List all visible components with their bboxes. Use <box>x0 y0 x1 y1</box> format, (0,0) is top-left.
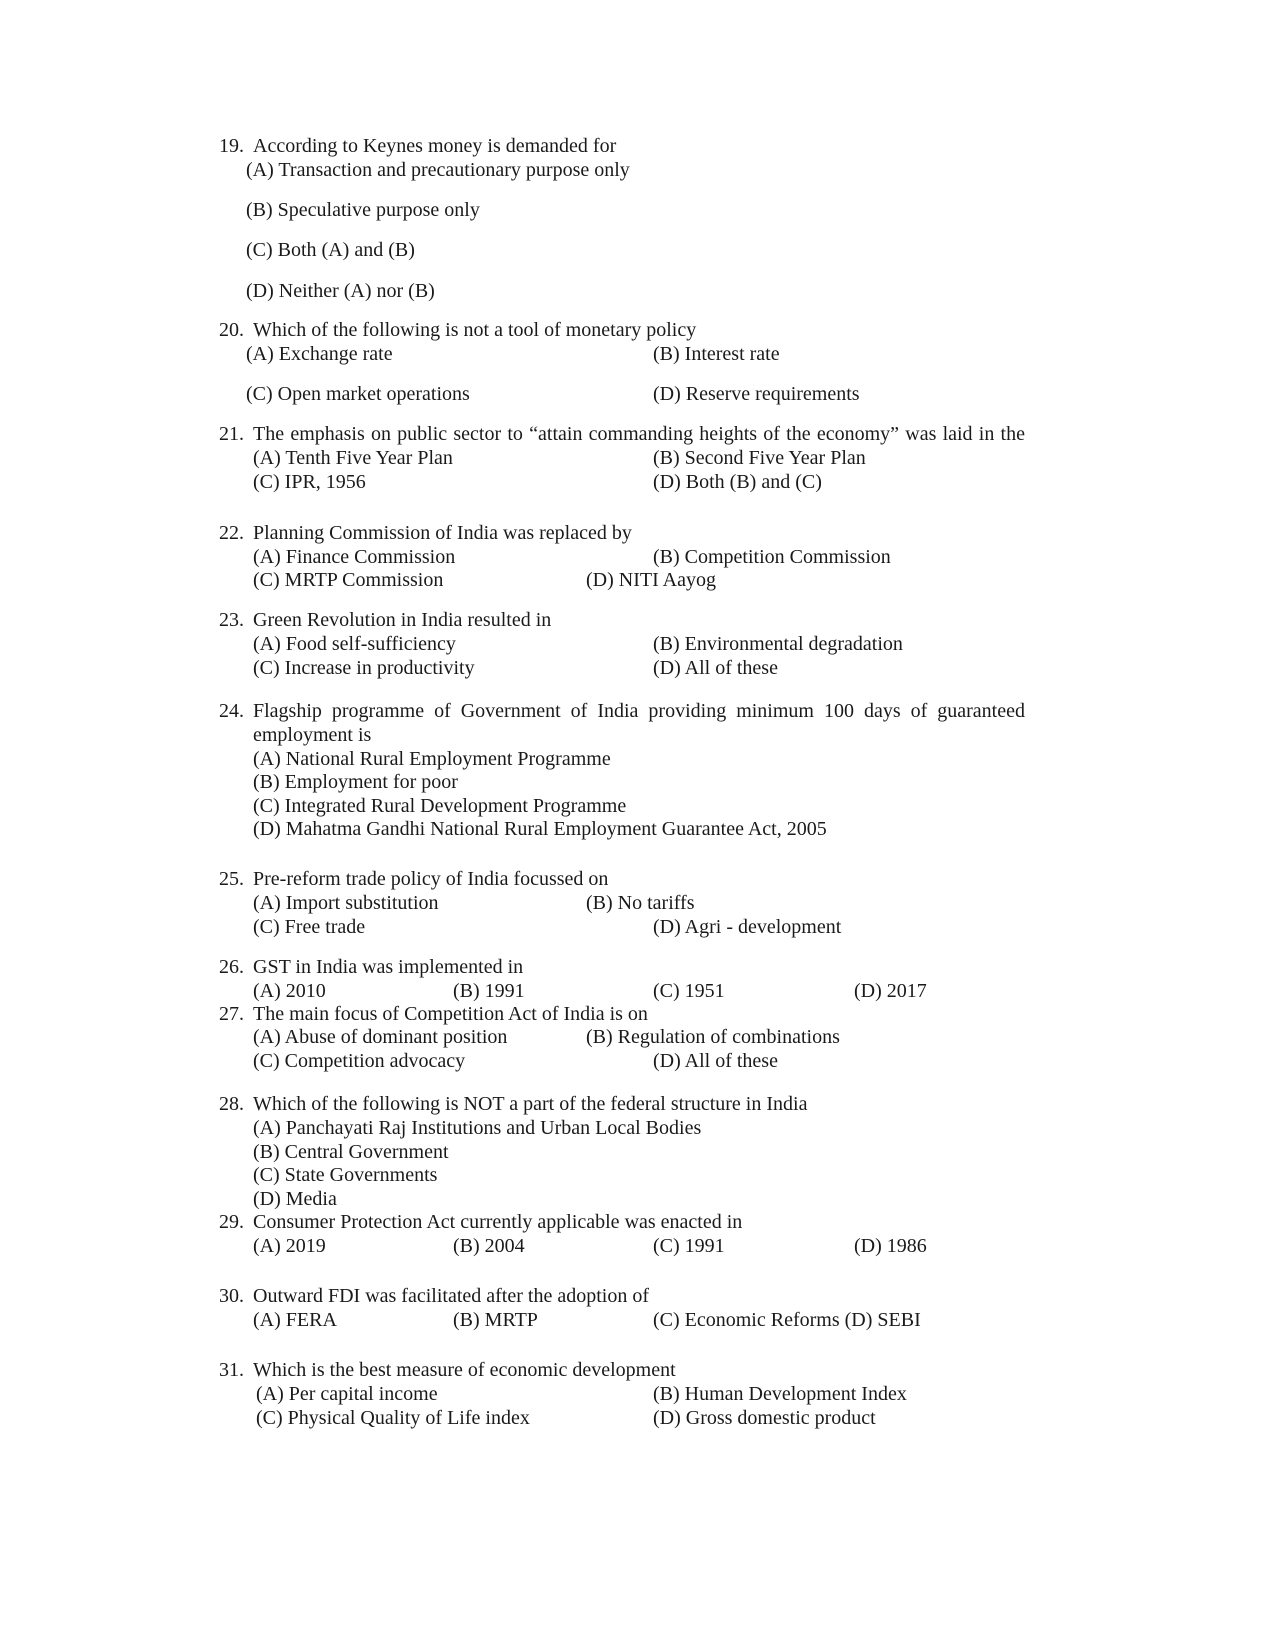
option-a: (A) 2019 <box>253 1235 326 1257</box>
question-number: 26. <box>219 956 244 978</box>
option-c: (C) State Governments <box>253 1164 438 1186</box>
option-c: (C) IPR, 1956 <box>253 471 366 493</box>
question-text: Consumer Protection Act currently applicable was enacted in <box>253 1211 743 1233</box>
question-text: Which of the following is not a tool of monetary policy <box>253 319 697 341</box>
question-text: Green Revolution in India resulted in <box>253 609 552 631</box>
question-text: Planning Commission of India was replaced by <box>253 522 632 544</box>
option-a: (A) 2010 <box>253 980 326 1002</box>
option-b: (B) Competition Commission <box>653 546 891 568</box>
question-text: According to Keynes money is demanded for <box>253 135 617 157</box>
option-a: (A) Abuse of dominant position <box>253 1026 508 1048</box>
option-b: (B) Environmental degradation <box>653 633 903 655</box>
question-number: 19. <box>219 135 244 157</box>
question-number: 28. <box>219 1093 244 1115</box>
question-number: 24. <box>219 700 244 722</box>
question-number: 27. <box>219 1003 244 1025</box>
option-b: (B) Second Five Year Plan <box>653 447 866 469</box>
question-number: 25. <box>219 868 244 890</box>
option-a: (A) Per capital income <box>256 1383 438 1405</box>
option-b: (B) Human Development Index <box>653 1383 907 1405</box>
option-c: (C) Free trade <box>253 916 366 938</box>
option-d: (D) Both (B) and (C) <box>653 471 822 493</box>
question-text: Which of the following is NOT a part of the federal structure in India <box>253 1093 808 1115</box>
option-d: (D) NITI Aayog <box>586 569 716 591</box>
option-a: (A) Tenth Five Year Plan <box>253 447 453 469</box>
option-c: (C) 1951 <box>653 980 725 1002</box>
option-b: (B) MRTP <box>453 1309 538 1331</box>
question-text: Outward FDI was facilitated after the adoption of <box>253 1285 649 1307</box>
option-a: (A) National Rural Employment Programme <box>253 748 611 770</box>
option-b: (B) Regulation of combinations <box>586 1026 840 1048</box>
option-d: (D) Mahatma Gandhi National Rural Employment Guarantee Act, 2005 <box>253 818 827 840</box>
question-number: 23. <box>219 609 244 631</box>
option-a: (A) Panchayati Raj Institutions and Urban Local Bodies <box>253 1117 702 1139</box>
question-text-line-1: Flagship programme of Government of India providing minimum 100 days of guaranteed <box>253 700 1025 722</box>
option-a: (A) Finance Commission <box>253 546 456 568</box>
option-d: (D) Neither (A) nor (B) <box>246 280 435 302</box>
option-a: (A) Transaction and precautionary purpose only <box>246 159 630 181</box>
question-text-line-2: employment is <box>253 724 372 746</box>
option-a: (A) Exchange rate <box>246 343 393 365</box>
option-c: (C) MRTP Commission <box>253 569 444 591</box>
question-text: The emphasis on public sector to “attain commanding heights of the economy” was laid in the <box>253 423 1025 445</box>
option-d: (D) Agri - development <box>653 916 842 938</box>
option-c-and-d: (C) Economic Reforms (D) SEBI <box>653 1309 921 1331</box>
option-c: (C) 1991 <box>653 1235 725 1257</box>
option-b: (B) 2004 <box>453 1235 525 1257</box>
option-d: (D) 2017 <box>854 980 927 1002</box>
option-d: (D) All of these <box>653 657 778 679</box>
option-b: (B) Central Government <box>253 1141 449 1163</box>
question-number: 29. <box>219 1211 244 1233</box>
option-c: (C) Integrated Rural Development Programme <box>253 795 627 817</box>
question-number: 31. <box>219 1359 244 1381</box>
option-c: (C) Both (A) and (B) <box>246 239 415 261</box>
option-c: (C) Competition advocacy <box>253 1050 466 1072</box>
option-d: (D) 1986 <box>854 1235 927 1257</box>
option-c: (C) Increase in productivity <box>253 657 475 679</box>
question-number: 30. <box>219 1285 244 1307</box>
option-b: (B) Interest rate <box>653 343 780 365</box>
question-number: 20. <box>219 319 244 341</box>
option-c: (C) Open market operations <box>246 383 470 405</box>
question-text: Which is the best measure of economic development <box>253 1359 676 1381</box>
option-c: (C) Physical Quality of Life index <box>256 1407 530 1429</box>
question-text: The main focus of Competition Act of India is on <box>253 1003 648 1025</box>
option-b: (B) Employment for poor <box>253 771 458 793</box>
question-number: 21. <box>219 423 244 445</box>
option-a: (A) Food self-sufficiency <box>253 633 456 655</box>
question-text: GST in India was implemented in <box>253 956 524 978</box>
option-d: (D) Reserve requirements <box>653 383 860 405</box>
option-d: (D) Gross domestic product <box>653 1407 876 1429</box>
question-text: Pre-reform trade policy of India focussed on <box>253 868 609 890</box>
option-b: (B) 1991 <box>453 980 525 1002</box>
option-a: (A) Import substitution <box>253 892 439 914</box>
option-b: (B) Speculative purpose only <box>246 199 480 221</box>
option-b: (B) No tariffs <box>586 892 695 914</box>
option-d: (D) Media <box>253 1188 337 1210</box>
option-d: (D) All of these <box>653 1050 778 1072</box>
option-a: (A) FERA <box>253 1309 337 1331</box>
question-number: 22. <box>219 522 244 544</box>
